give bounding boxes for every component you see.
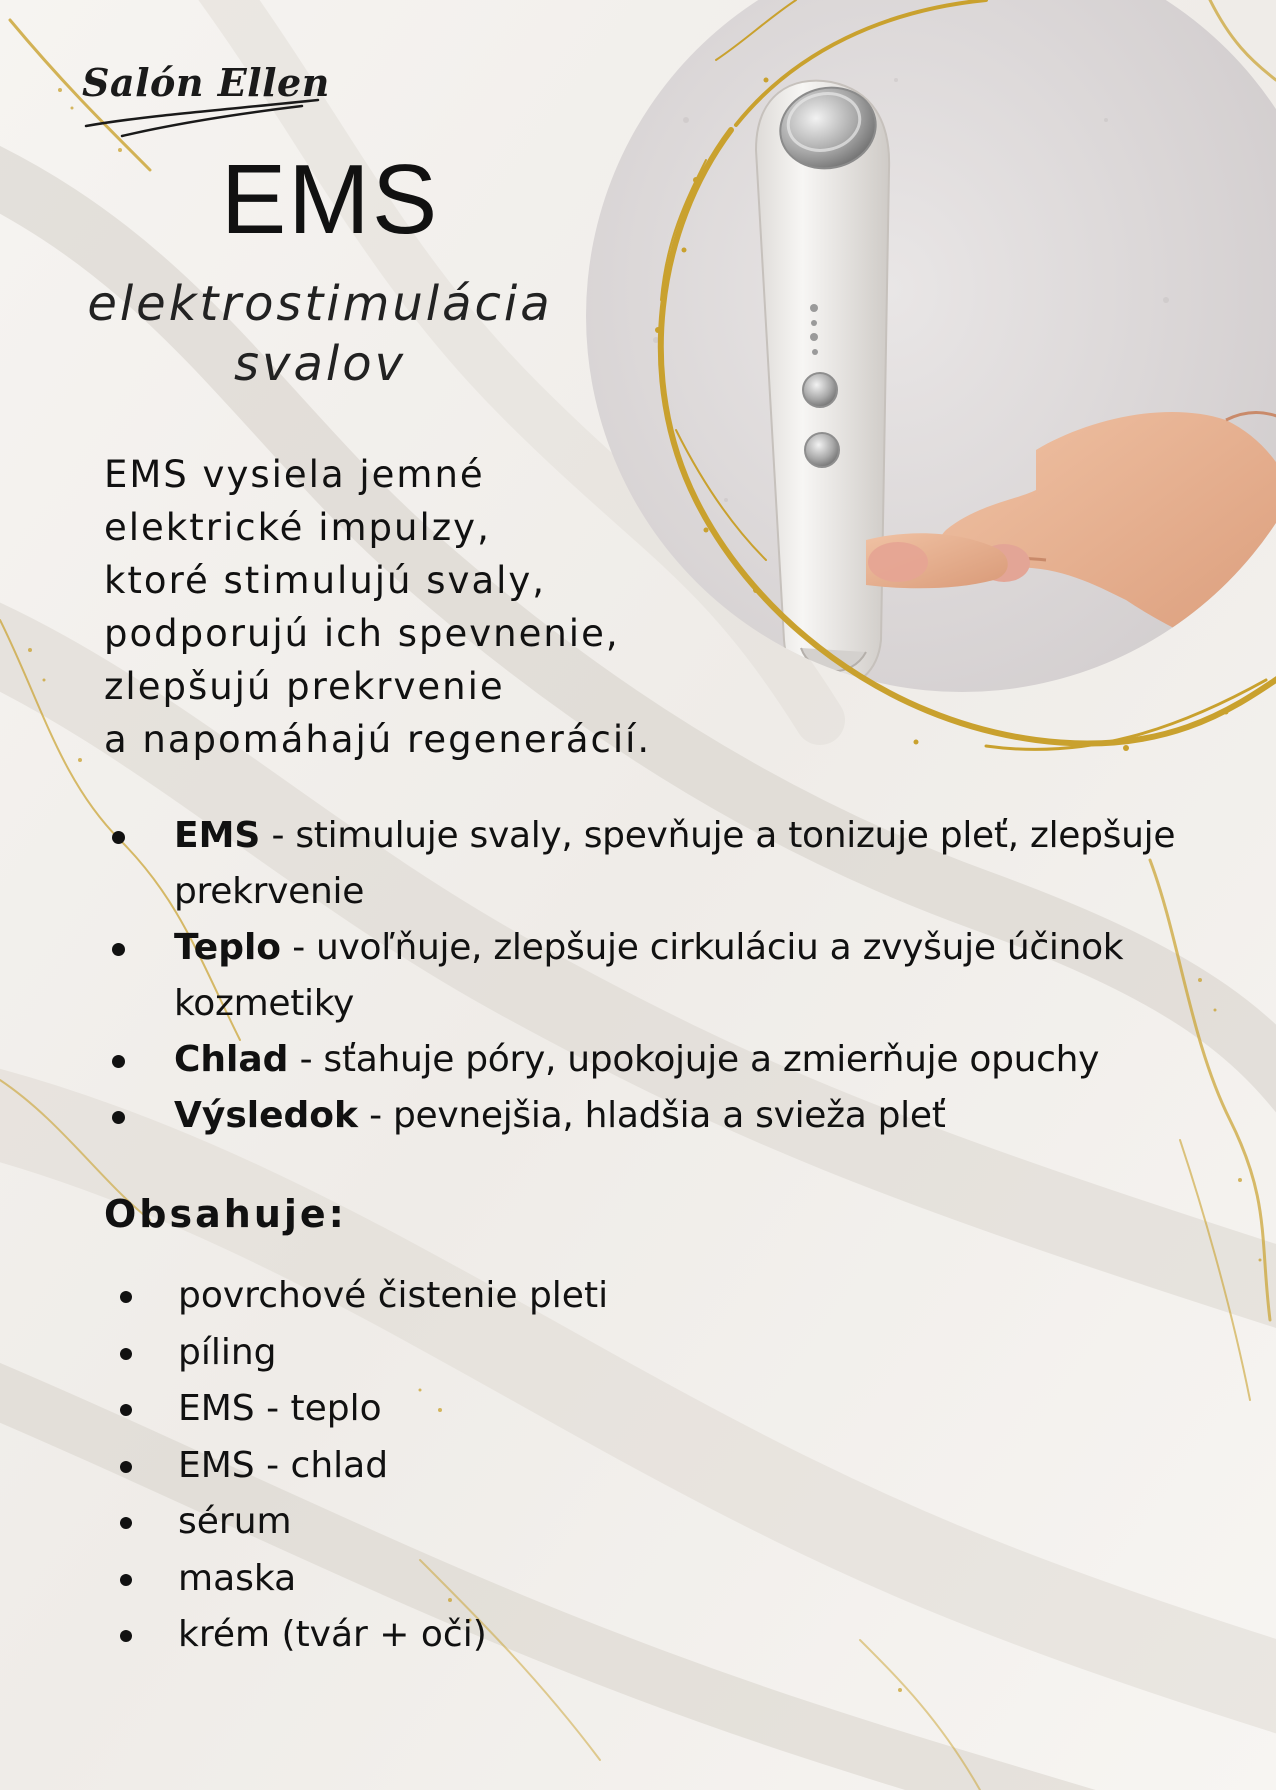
contents-item: EMS - teplo [112, 1381, 812, 1438]
logo-text: Salón Ellen [82, 60, 330, 105]
feature-text: - sťahuje póry, upokojuje a zmierňuje opuchy [288, 1039, 1100, 1080]
intro-text [104, 448, 704, 766]
intro-line: EMS vysiela jemné [104, 453, 485, 496]
feature-text: - pevnejšia, hladšia a svieža pleť [357, 1095, 946, 1136]
feature-item [104, 1088, 1204, 1144]
page-title: EMS [220, 144, 440, 254]
contents-heading: Obsahuje: [104, 1192, 347, 1236]
feature-term: EMS [174, 815, 261, 856]
intro-line: zlepšujú prekrvenie [104, 665, 505, 708]
salon-logo [82, 52, 330, 142]
feature-term: Chlad [174, 1039, 289, 1080]
page-subtitle [60, 274, 580, 394]
subtitle-line: elektrostimulácia [87, 276, 553, 332]
intro-line: a napomáhajú regenerácií. [104, 718, 652, 761]
feature-term: Teplo [174, 927, 282, 968]
features-list [104, 808, 1204, 1144]
intro-line: elektrické impulzy, [104, 506, 491, 549]
feature-item [104, 1032, 1204, 1088]
contents-item: píling [112, 1325, 812, 1382]
contents-item: EMS - chlad [112, 1438, 812, 1495]
feature-text: - stimuluje svaly, spevňuje a tonizuje pleť, zlepšuje prekrvenie [174, 815, 1176, 912]
contents-item: povrchové čistenie pleti [112, 1268, 812, 1325]
contents-list [112, 1268, 812, 1664]
intro-line: podporujú ich spevnenie, [104, 612, 620, 655]
logo-swash-icon [82, 92, 322, 142]
feature-term: Výsledok [174, 1095, 358, 1136]
contents-item: maska [112, 1551, 812, 1608]
feature-item [104, 920, 1204, 1032]
intro-line: ktoré stimulujú svaly, [104, 559, 547, 602]
contents-item: krém (tvár + oči) [112, 1607, 812, 1664]
feature-item [104, 808, 1204, 920]
contents-item: sérum [112, 1494, 812, 1551]
feature-text: - uvoľňuje, zlepšuje cirkuláciu a zvyšuje účinok kozmetiky [174, 927, 1124, 1024]
subtitle-line: svalov [234, 336, 406, 392]
